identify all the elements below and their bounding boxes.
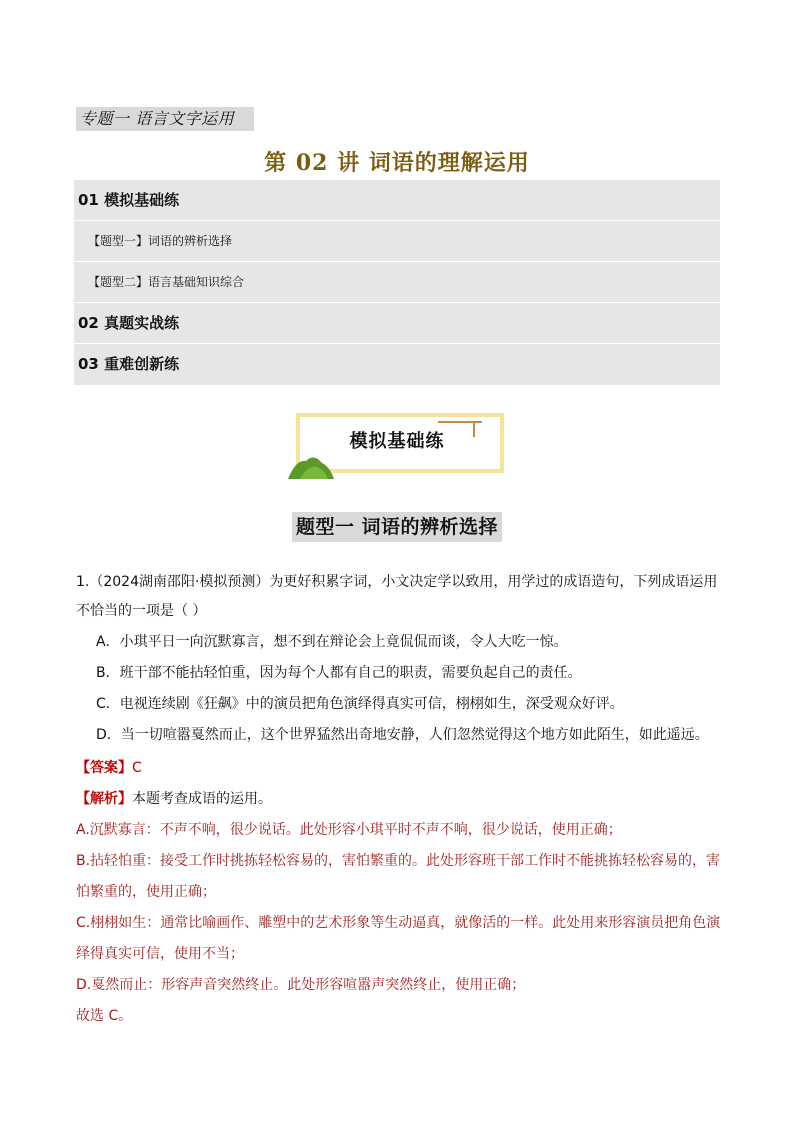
topic-tag: 专题一 语言文字运用 <box>76 107 254 131</box>
option-b: B．班干部不能拈轻怕重，因为每个人都有自己的职责，需要负起自己的责任。 <box>96 665 582 681</box>
answer-value: C <box>132 760 142 776</box>
table-of-contents <box>74 180 720 385</box>
question-stem-line-2: 不恰当的一项是（ ） <box>76 603 207 619</box>
option-a: A．小琪平日一向沉默寡言，想不到在辩论会上竟侃侃而谈，令人大吃一惊。 <box>96 634 568 650</box>
toc-item-type-1: 【题型一】词语的辨析选择 <box>74 221 720 262</box>
toc-item-hard-innovation: 03 重难创新练 <box>78 355 180 373</box>
page-title: 第 02 讲 词语的理解运用 <box>264 150 530 176</box>
analysis-label: 【解析】 <box>76 791 132 807</box>
analysis-intro-line <box>76 787 726 811</box>
banner-label: 模拟基础练 <box>349 431 445 452</box>
option-d: D．当一切喧嚣戛然而止，这个世界猛然出奇地安静，人们忽然觉得这个地方如此陌生，如此遥远。 <box>96 727 709 743</box>
analysis-line-c2: 绎得真实可信，使用不当； <box>76 946 244 962</box>
toc-item-type-2: 【题型二】语言基础知识综合 <box>74 262 720 303</box>
toc-item-basic-practice: 01 模拟基础练 <box>74 180 720 221</box>
hills-icon <box>286 449 336 481</box>
analysis-line-b1: B.拈轻怕重：接受工作时挑拣轻松容易的，害怕繁重的。此处形容班干部工作时不能挑拣轻松容易的，害 <box>76 853 721 869</box>
answer-label: 【答案】 <box>76 760 132 776</box>
section-title: 题型一 词语的辨析选择 <box>292 512 502 542</box>
analysis-line-a: A.沉默寡言：不声不响，很少说话。此处形容小琪平时不声不响，很少说话，使用正确； <box>76 822 622 838</box>
question-stem-line-1: 1.（2024湖南邵阳·模拟预测）为更好积累字词，小文决定学以致用，用学过的成语造句，下列成语运用 <box>76 574 718 590</box>
analysis-conclusion: 故选 C。 <box>76 1008 133 1024</box>
banner-accent-line <box>438 421 482 423</box>
answer-line <box>76 756 726 780</box>
analysis-line-c1: C.栩栩如生：通常比喻画作、雕塑中的艺术形象等生动逼真，就像活的一样。此处用来形容演员把角色演 <box>76 915 721 931</box>
option-c: C．电视连续剧《狂飙》中的演员把角色演绎得真实可信，栩栩如生，深受观众好评。 <box>96 696 624 712</box>
toc-item-real-exam: 02 真题实战练 <box>74 303 720 344</box>
section-banner <box>286 413 508 483</box>
analysis-intro: 本题考查成语的运用。 <box>132 791 272 807</box>
analysis-line-d: D.戛然而止：形容声音突然终止。此处形容喧嚣声突然终止，使用正确； <box>76 977 526 993</box>
analysis-line-b2: 怕繁重的，使用正确； <box>76 884 216 900</box>
